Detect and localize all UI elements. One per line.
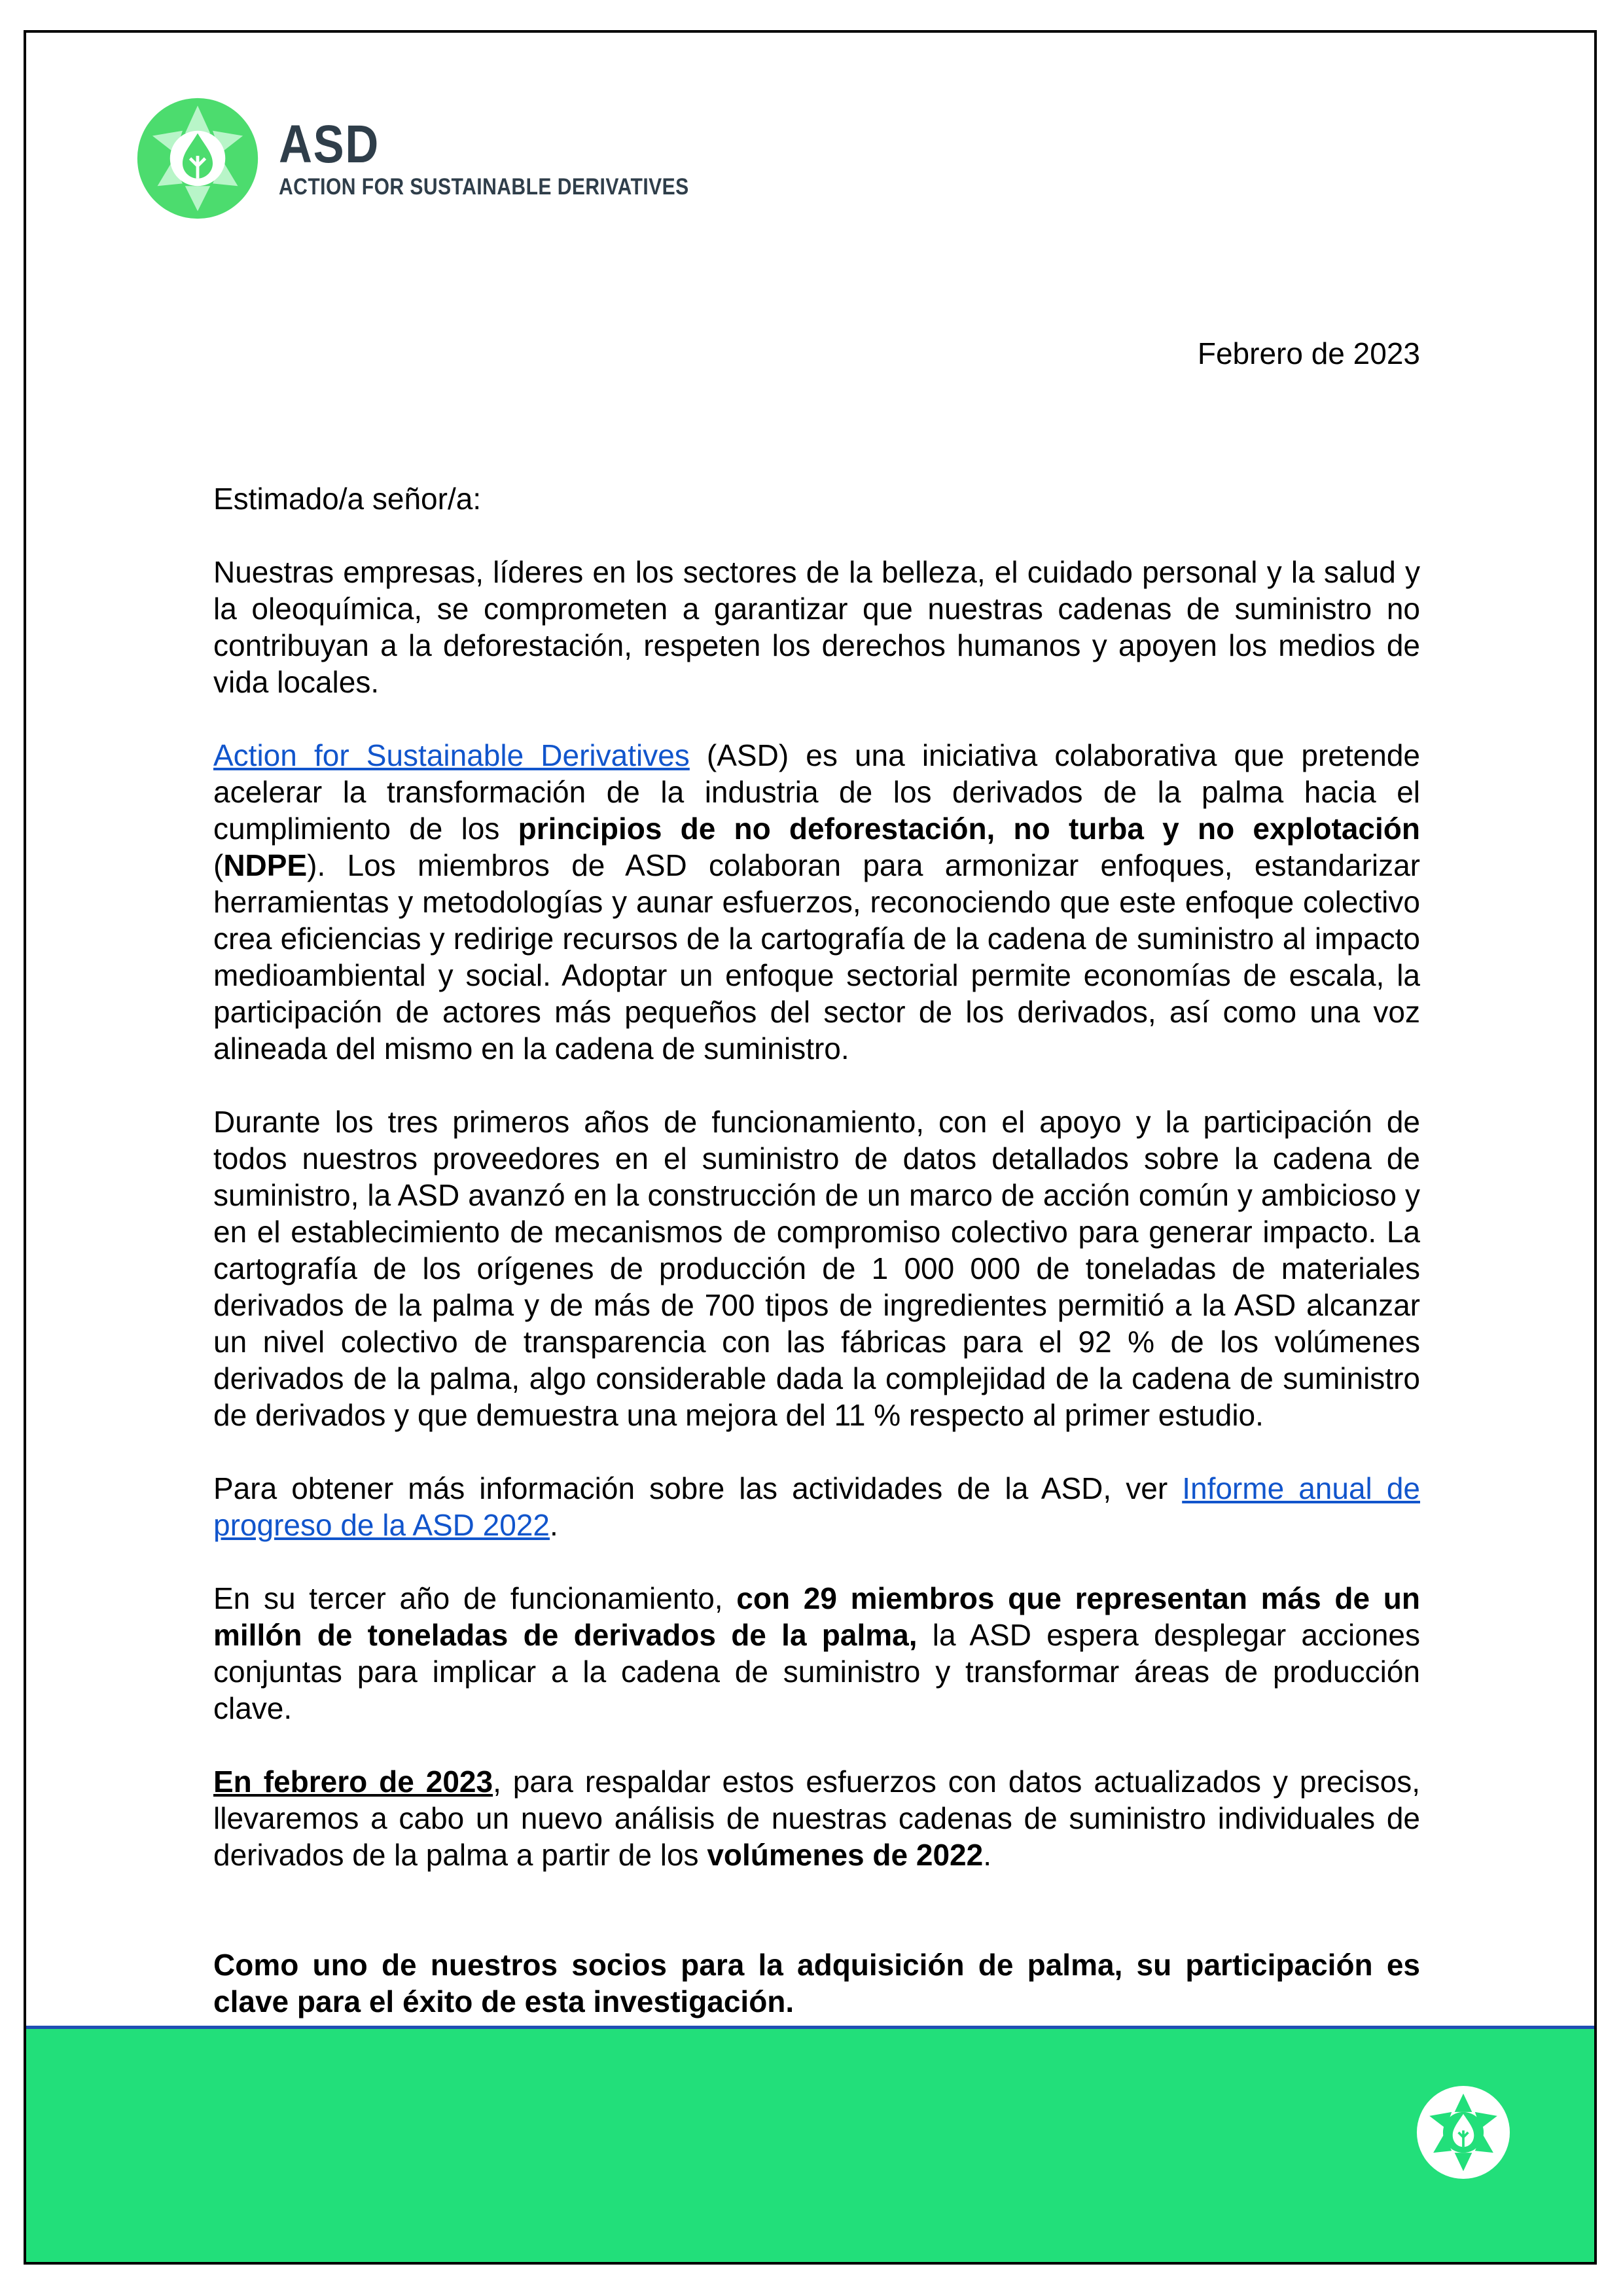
paragraph-members xyxy=(213,1580,1420,1727)
date-highlight: En febrero de 2023 xyxy=(213,1765,493,1799)
asd-footer-icon xyxy=(1415,2084,1512,2181)
text: (ASD) es una iniciativa colaborativa que pretende acelerar la transformación de la industria de los derivados de la palma hacia el cumplimiento de los xyxy=(213,738,1421,846)
annual-report-link[interactable]: Informe anual de progreso de la ASD 2022 xyxy=(213,1471,1420,1542)
asd-logo-icon xyxy=(135,96,260,221)
paragraph-asd xyxy=(213,737,1420,1067)
ndpe-principles: principios de no deforestación, no turba y no explotación xyxy=(518,812,1420,846)
letter-date: Febrero de 2023 xyxy=(1197,336,1420,370)
volumes-highlight: volúmenes de 2022 xyxy=(707,1838,984,1872)
salutation: Estimado/a señor/a: xyxy=(213,482,482,516)
paragraph-more-info xyxy=(213,1470,1420,1543)
text: la ASD espera desplegar acciones conjuntas para implicar a la cadena de suministro y transformar áreas de producción clave. xyxy=(213,1618,1420,1725)
text: . xyxy=(550,1508,558,1542)
footer-band xyxy=(26,2026,1594,2262)
paragraph-closing: Como uno de nuestros socios para la adquisición de palma, su participación es clave para el éxito de esta investigación. xyxy=(213,1948,1420,2018)
asd-website-link[interactable]: Action for Sustainable Derivatives xyxy=(213,738,690,772)
text: , para respaldar estos esfuerzos con datos actualizados y precisos, llevaremos a cabo un nuevo análisis de nuestras cadenas de suministro individuales de derivados de la palma a partir de los xyxy=(213,1765,1420,1872)
paragraph-progress: Durante los tres primeros años de funcionamiento, con el apoyo y la participación de todos nuestros proveedores en el suministro de datos detallados sobre la cadena de suministro, la ASD avanzó en la construcción de un marco de acción común y ambicioso y en el establecimiento de mecanismos de compromiso colectivo para generar impacto. La cartografía de los orígenes de producción de 1 000 000 de toneladas de materiales derivados de la palma y de más de 700 tipos de ingredientes permitió a la ASD alcanzar un nivel colectivo de transparencia con las fábricas para el 92 % de los volúmenes derivados de la palma, algo considerable dada la complejidad de la cadena de suministro de derivados y que demuestra una mejora del 11 % respecto al primer estudio. xyxy=(213,1105,1420,1432)
letterhead xyxy=(135,96,756,221)
paragraph-intro: Nuestras empresas, líderes en los sectores de la belleza, el cuidado personal y la salud y la oleoquímica, se comprometen a garantizar que nuestras cadenas de suministro no contribuyan a la deforestación, respeten los derechos humanos y apoyen los medios de vida locales. xyxy=(213,555,1420,699)
members-highlight: con 29 miembros que representan más de un millón de toneladas de derivados de la palma, xyxy=(213,1581,1420,1652)
brand-name: ASD xyxy=(279,115,380,174)
ndpe-acronym: NDPE xyxy=(223,848,308,882)
text: ( xyxy=(213,848,224,882)
letter-page xyxy=(24,30,1597,2265)
brand-tagline: ACTION FOR SUSTAINABLE DERIVATIVES xyxy=(279,174,689,200)
text: ). Los miembros de ASD colaboran para armonizar enfoques, estandarizar herramientas y metodologías y aunar esfuerzos, reconociendo que este enfoque colectivo crea eficiencias y redirige recursos de la cartografía de la cadena de suministro al impacto medioambiental y social. Adoptar un enfoque sectorial permite economías de escala, la participación de actores más pequeños del sector de los derivados, así como una voz alineada del mismo en la cadena de suministro. xyxy=(213,848,1420,1066)
paragraph-analysis xyxy=(213,1763,1420,1873)
letter-body xyxy=(213,480,1420,2020)
text: . xyxy=(983,1838,991,1872)
text: Para obtener más información sobre las actividades de la ASD, ver xyxy=(213,1471,1183,1505)
brand-block xyxy=(279,117,756,200)
text: En su tercer año de funcionamiento, xyxy=(213,1581,737,1615)
